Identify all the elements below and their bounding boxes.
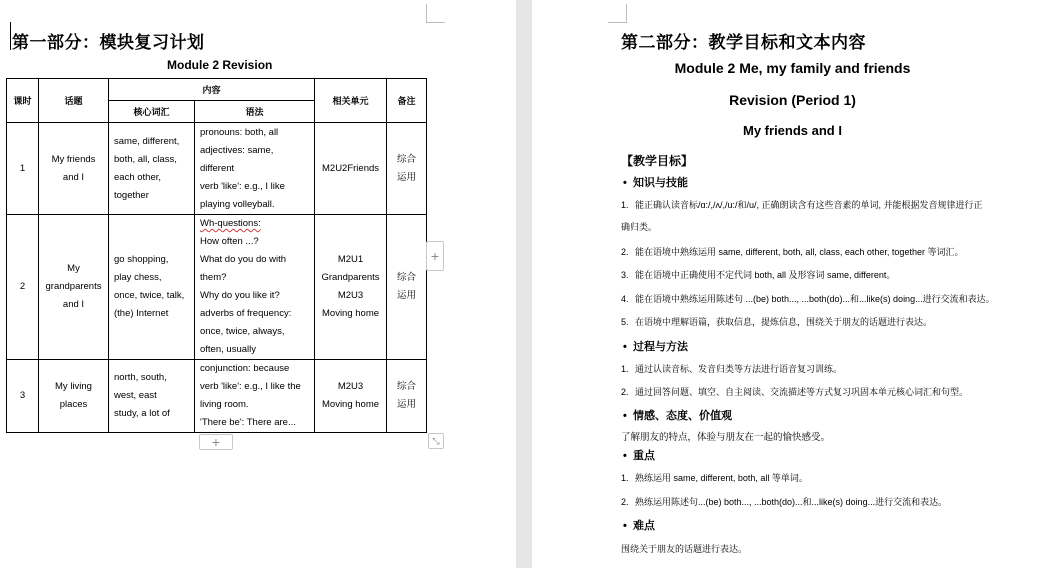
cell-line: M2U2Friends [322,162,380,174]
item-number: 5. [621,317,629,327]
cell-line: Why do you like it? [200,290,280,301]
cell-line: and I [62,171,85,183]
cell-topic[interactable] [39,360,109,433]
cell-period[interactable]: 3 [7,360,39,433]
cell-units[interactable] [315,215,387,360]
cell-line: M2U1 [337,254,364,265]
lesson-heading[interactable]: My friends and I [743,123,842,138]
item-text: 确归类。 [621,222,658,232]
cell-line: 运用 [397,171,417,183]
table-row[interactable] [7,360,427,433]
resize-table-handle[interactable]: ⤡ [428,433,444,449]
cell-vocab[interactable] [109,215,195,360]
cell-grammar[interactable] [195,360,315,433]
cell-line: 综合 [397,381,417,392]
list-item[interactable] [621,493,947,511]
section-heading: 重点 [632,450,655,462]
cell-line: 运用 [397,290,417,301]
goals-heading[interactable]: 【教学目标】 [621,154,694,168]
cell-line: Moving home [322,308,380,319]
cell-line: 'There be': There are... [200,417,296,428]
list-item[interactable] [621,360,842,378]
item-text: 通过认读音标、发音归类等方法进行语音复习训练。 [635,364,843,374]
difficulty-text[interactable]: 围绕关于朋友的话题进行表达。 [621,544,748,554]
bullet-icon: • [623,520,627,532]
section-emotion[interactable] [623,407,732,423]
item-number: 3. [621,270,629,280]
cell-line: west, east [114,390,157,401]
cell-line: M2U3 [337,381,364,392]
cell-line: together [114,189,149,201]
bullet-icon: • [623,450,627,462]
revision-plan-table[interactable] [6,78,427,433]
part-two-title[interactable]: 第二部分：教学目标和文本内容 [621,33,866,52]
cell-line-spellcheck: Wh-questions: [200,218,261,229]
cell-grammar[interactable] [195,123,315,215]
cell-line: play chess, [114,272,162,283]
cell-topic[interactable] [39,123,109,215]
item-text: 能在语境中熟练运用 same, different, both, all, class, each other, together 等词汇。 [635,247,964,257]
cell-notes[interactable] [387,215,427,360]
cell-line: pronouns: both, all [200,126,279,138]
header-units: 相关单元 [315,79,387,123]
bullet-icon: • [623,341,627,353]
cell-line: How often ...? [200,236,259,247]
list-item[interactable] [621,290,995,308]
section-difficulty[interactable] [623,517,655,533]
section-heading: 过程与方法 [632,341,688,353]
item-number: 2. [621,387,629,397]
add-column-button[interactable]: + [426,241,444,271]
cell-period[interactable]: 2 [7,215,39,360]
cell-line: once, twice, talk, [114,290,185,301]
document-page-right [532,0,1053,568]
header-notes: 备注 [387,79,427,123]
list-item[interactable] [621,469,808,487]
emotion-text[interactable]: 了解朋友的特点，体验与朋友在一起的愉快感受。 [621,432,831,443]
table-row[interactable] [7,123,427,215]
item-text: 能在语境中正确使用不定代词 both, all 及形容词 same, different。 [635,270,896,280]
list-item[interactable] [621,243,963,261]
item-number: 4. [621,294,629,304]
table-row[interactable] [7,215,427,360]
item-text: 在语境中理解语篇，获取信息，提炼信息，围绕关于朋友的话题进行表达。 [635,317,933,327]
cell-period[interactable]: 1 [7,123,39,215]
section-key-points[interactable] [623,447,655,463]
add-row-button[interactable]: + [199,434,233,450]
item-number: 1. [621,200,629,210]
module-heading[interactable]: Module 2 Me, my family and friends [674,60,911,76]
item-text: 能正确认读音标/ɑ:/,/ʌ/,/u:/和/u/, 正确朗读含有这些音素的单词, 并能根据发音规律进行正 [635,200,983,210]
cell-vocab[interactable] [109,360,195,433]
cell-line: 运用 [397,399,417,410]
cell-line: (the) Internet [114,308,169,319]
header-period: 课时 [7,79,39,123]
item-number: 2. [621,497,629,507]
cell-line: My [67,263,80,274]
section-knowledge[interactable] [623,174,688,190]
cell-line: adjectives: same, [200,144,274,156]
cell-units[interactable] [315,360,387,433]
cell-line: Moving home [322,399,380,410]
header-vocab: 核心词汇 [109,101,195,123]
cell-line: different [200,162,235,174]
period-heading[interactable]: Revision (Period 1) [729,92,856,108]
item-number: 1. [621,364,629,374]
list-item[interactable] [621,383,968,401]
cell-line: once, twice, always, [200,326,285,337]
list-item[interactable] [621,196,983,214]
item-text: 熟练运用陈述句...(be) both..., ...both(do)...和...like(s) doing...进行交流和表达。 [635,497,948,507]
item-text: 通过回答问题、填空、自主阅读、交流描述等方式复习巩固本单元核心词汇和句型。 [635,387,969,397]
cell-line: same, different, [114,135,180,147]
cell-line: verb 'like': e.g., I like [200,180,285,192]
document-page-left [0,0,516,568]
cell-line: conjunction: because [200,363,290,374]
cell-line: often, usually [200,344,256,355]
table-caption[interactable]: Module 2 Revision [167,58,273,72]
header-grammar: 语法 [195,101,315,123]
cell-line: What do you do with [200,254,287,265]
cell-line: playing volleyball. [200,198,275,210]
section-heading: 情感、态度、价值观 [632,410,732,422]
cell-line: places [59,399,88,410]
list-item[interactable] [621,266,895,284]
cell-line: adverbs of frequency: [200,308,292,319]
cell-line: My living [55,381,92,392]
bullet-icon: • [623,410,627,422]
bullet-icon: • [623,177,627,189]
cell-notes[interactable] [387,123,427,215]
item-number: 2. [621,247,629,257]
cell-line: grandparents [45,281,102,292]
section-heading: 难点 [632,520,655,532]
item-text: 熟练运用 same, different, both, all 等单词。 [635,473,808,483]
cell-line: 综合 [397,153,417,165]
cell-vocab[interactable] [109,123,195,215]
text-cursor [10,22,11,50]
cell-line: study, a lot of [114,408,170,419]
cell-line: verb 'like': e.g., I like the [200,381,301,392]
section-heading: 知识与技能 [632,177,688,189]
cell-line: M2U3 [337,290,364,301]
cell-line: Grandparents [321,272,380,283]
cell-topic[interactable] [39,215,109,360]
cell-line: living room. [200,399,249,410]
cell-line: each other, [114,171,162,183]
header-content: 内容 [109,79,315,101]
part-one-title[interactable]: 第一部分：模块复习计划 [12,33,205,52]
header-topic: 话题 [39,79,109,123]
list-item[interactable] [621,313,932,331]
cell-units[interactable] [315,123,387,215]
section-process[interactable] [623,338,688,354]
cell-grammar[interactable] [195,215,315,360]
item-number: 1. [621,473,629,483]
list-item[interactable] [621,218,657,236]
margin-corner-mark [426,4,445,23]
margin-corner-mark [608,4,627,23]
cell-line: 综合 [397,272,417,283]
cell-line: My friends [51,153,96,165]
cell-notes[interactable] [387,360,427,433]
cell-line: north, south, [114,372,167,383]
cell-line: go shopping, [114,254,169,265]
cell-line: them? [200,272,227,283]
cell-line: both, all, class, [114,153,177,165]
item-text: 能在语境中熟练运用陈述句 ...(be) both..., ...both(do)...和...like(s) doing...进行交流和表达。 [635,294,995,304]
cell-line: and I [62,299,85,310]
